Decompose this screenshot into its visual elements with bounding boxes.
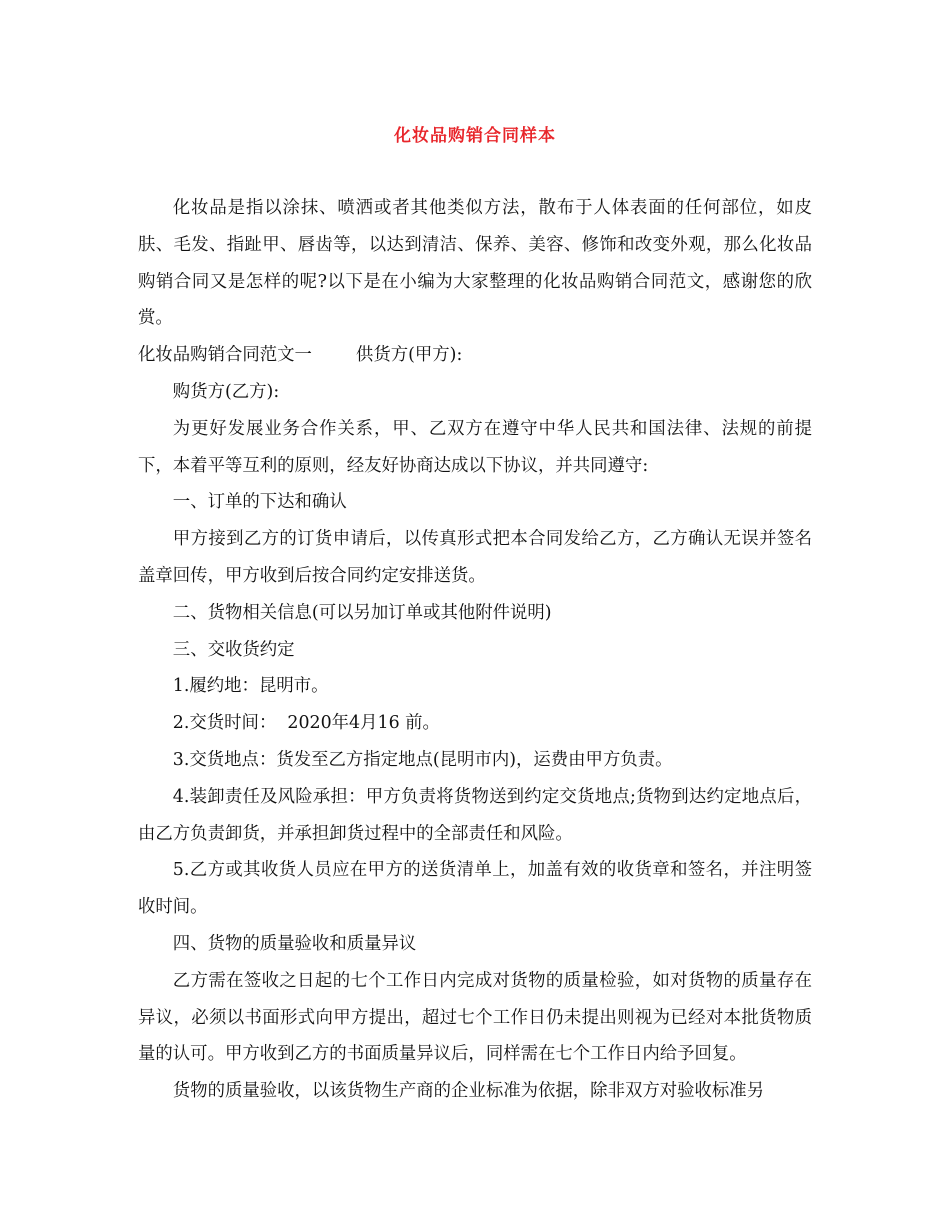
sample-heading-line — [138, 337, 812, 374]
section-1-title: 一、订单的下达和确认 — [172, 492, 347, 513]
section-3-item-4: 4.装卸责任及风险承担：甲方负责将货物送到约定交货地点;货物到达约定地点后，由乙方负责卸货，并承担卸货过程中的全部责任和风险。 — [138, 786, 812, 844]
intro-paragraph: 化妆品是指以涂抹、喷洒或者其他类似方法，散布于人体表面的任何部位，如皮肤、毛发、指趾甲、唇齿等，以达到清洁、保养、美容、修饰和改变外观，那么化妆品购销合同又是怎样的呢?以下是在小编为大家整理的化妆品购销合同范文，感谢您的欣赏。 — [138, 198, 812, 329]
section-3-title: 三、交收货约定 — [172, 639, 295, 660]
preamble-paragraph: 为更好发展业务合作关系，甲、乙双方在遵守中华人民共和国法律、法规的前提下，本着平等互利的原则，经友好协商达成以下协议，并共同遵守: — [138, 418, 812, 476]
section-1-text: 甲方接到乙方的订货申请后，以传真形式把本合同发给乙方，乙方确认无误并签名盖章回传，甲方收到后按合同约定安排送货。 — [138, 529, 812, 586]
section-4-text-2: 货物的质量验收，以该货物生产商的企业标准为依据，除非双方对验收标准另 — [172, 1081, 765, 1102]
document-body — [138, 190, 812, 1110]
sample-heading: 化妆品购销合同范文一 — [138, 345, 312, 366]
section-2-title: 二、货物相关信息(可以另加订单或其他附件说明) — [172, 602, 552, 623]
section-4-text-1: 乙方需在签收之日起的七个工作日内完成对货物的质量检验，如对货物的质量存在异议，必须以书面形式向甲方提出，超过七个工作日仍未提出则视为已经对本批货物质量的认可。甲方收到乙方的书面质量异议后，同样需在七个工作日内给予回复。 — [138, 970, 812, 1065]
section-3-item-5: 5.乙方或其收货人员应在甲方的送货清单上，加盖有效的收货章和签名，并注明签收时间。 — [138, 860, 812, 918]
document-title: 化妆品购销合同样本 — [394, 126, 556, 146]
buyer-label: 购货方(乙方): — [172, 381, 280, 402]
section-3-item-1: 1.履约地：昆明市。 — [172, 676, 329, 697]
section-3-item-2: 2.交货时间： 2020年4月16 前。 — [172, 713, 440, 734]
section-4-title: 四、货物的质量验收和质量异议 — [172, 933, 417, 954]
supplier-label: 供货方(甲方): — [355, 345, 463, 366]
section-3-item-3: 3.交货地点：货发至乙方指定地点(昆明市内)，运费由甲方负责。 — [172, 749, 673, 770]
